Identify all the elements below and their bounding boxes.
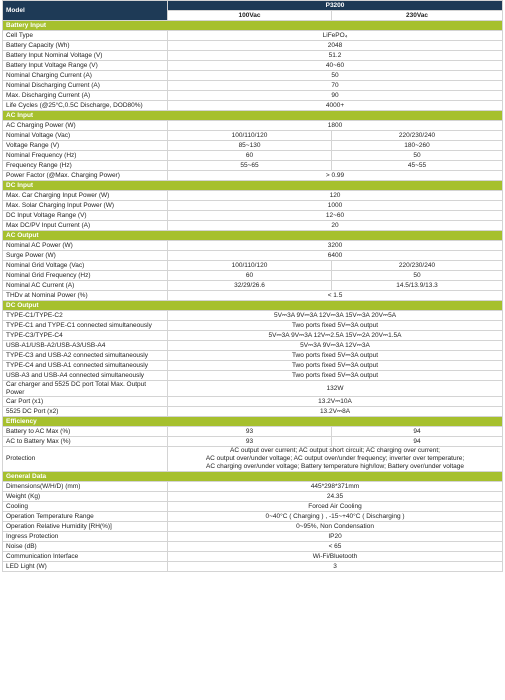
model-header-cell: Model xyxy=(3,1,168,21)
spec-label: Dimensions(W/H/D) (mm) xyxy=(3,482,168,492)
spec-label: Max. Solar Charging Input Power (W) xyxy=(3,201,168,211)
spec-row xyxy=(3,427,503,437)
spec-row xyxy=(3,321,503,331)
spec-value: Wi-Fi/Bluetooth xyxy=(168,552,503,562)
spec-row xyxy=(3,381,503,397)
spec-row xyxy=(3,31,503,41)
section-title: Efficiency xyxy=(3,417,503,427)
spec-row xyxy=(3,291,503,301)
section-header-row xyxy=(3,417,503,427)
spec-row xyxy=(3,341,503,351)
spec-label: Battery to AC Max (%) xyxy=(3,427,168,437)
spec-value-230vac: 14.5/13.9/13.3 xyxy=(332,281,503,291)
column-header-230vac: 230Vac xyxy=(332,11,503,21)
spec-row xyxy=(3,437,503,447)
spec-label: Communication Interface xyxy=(3,552,168,562)
spec-label: USB-A1/USB-A2/USB-A3/USB-A4 xyxy=(3,341,168,351)
spec-label: TYPE-C4 and USB-A1 connected simultaneously xyxy=(3,361,168,371)
spec-value: 0~40°C ( Charging ) , -15~+40°C ( Discharging ) xyxy=(168,512,503,522)
spec-row xyxy=(3,492,503,502)
spec-label: Life Cycles (@25°C,0.5C Discharge, DOD80%) xyxy=(3,101,168,111)
spec-label: TYPE-C1/TYPE-C2 xyxy=(3,311,168,321)
spec-value-230vac: 94 xyxy=(332,427,503,437)
spec-value: Two ports fixed 5V⎓3A output xyxy=(168,361,503,371)
spec-value: 40~60 xyxy=(168,61,503,71)
spec-value: 90 xyxy=(168,91,503,101)
spec-value: 4000+ xyxy=(168,101,503,111)
spec-row xyxy=(3,331,503,341)
section-title: General Data xyxy=(3,472,503,482)
spec-row xyxy=(3,101,503,111)
spec-row xyxy=(3,261,503,271)
spec-value: 5V⎓3A 9V⎓3A 12V⎓3A 15V⎓3A 20V⎓5A xyxy=(168,311,503,321)
spec-label: USB-A3 and USB-A4 connected simultaneously xyxy=(3,371,168,381)
spec-label: Weight (Kg) xyxy=(3,492,168,502)
spec-row xyxy=(3,221,503,231)
spec-label: Nominal AC Power (W) xyxy=(3,241,168,251)
spec-value: IP20 xyxy=(168,532,503,542)
spec-label: Nominal Grid Frequency (Hz) xyxy=(3,271,168,281)
section-header-row xyxy=(3,301,503,311)
spec-label: Power Factor (@Max. Charging Power) xyxy=(3,171,168,181)
spec-value-100vac: 93 xyxy=(168,437,332,447)
spec-label: Frequency Range (Hz) xyxy=(3,161,168,171)
spec-value-230vac: 50 xyxy=(332,271,503,281)
spec-row xyxy=(3,41,503,51)
spec-label: Nominal Voltage (Vac) xyxy=(3,131,168,141)
spec-row xyxy=(3,61,503,71)
spec-value: 51.2 xyxy=(168,51,503,61)
spec-label: Cooling xyxy=(3,502,168,512)
spec-row xyxy=(3,502,503,512)
spec-value-100vac: 100/110/120 xyxy=(168,261,332,271)
spec-label: Max DC/PV Input Current (A) xyxy=(3,221,168,231)
spec-label: LED Light (W) xyxy=(3,562,168,572)
spec-label: AC to Battery Max (%) xyxy=(3,437,168,447)
spec-row xyxy=(3,281,503,291)
spec-label: TYPE-C3 and USB-A2 connected simultaneously xyxy=(3,351,168,361)
spec-label: Surge Power (W) xyxy=(3,251,168,261)
spec-value: < 65 xyxy=(168,542,503,552)
section-header-row xyxy=(3,231,503,241)
spec-value: 24.35 xyxy=(168,492,503,502)
section-header-row xyxy=(3,21,503,31)
spec-row xyxy=(3,211,503,221)
section-title: DC Input xyxy=(3,181,503,191)
spec-value: 1000 xyxy=(168,201,503,211)
spec-value: 445*298*371mm xyxy=(168,482,503,492)
spec-value: 5V⎓3A 9V⎓3A 12V⎓3A xyxy=(168,341,503,351)
spec-row xyxy=(3,482,503,492)
spec-value-100vac: 60 xyxy=(168,151,332,161)
spec-value: 132W xyxy=(168,381,503,397)
spec-value: 13.2V⎓10A xyxy=(168,397,503,407)
column-header-100vac: 100Vac xyxy=(168,11,332,21)
spec-label: Car charger and 5525 DC port Total Max. Output Power xyxy=(3,381,168,397)
spec-label: AC Charging Power (W) xyxy=(3,121,168,131)
spec-value-230vac: 45~55 xyxy=(332,161,503,171)
spec-label: Car Port (x1) xyxy=(3,397,168,407)
spec-row xyxy=(3,447,503,472)
spec-label: Nominal Charging Current (A) xyxy=(3,71,168,81)
spec-value-100vac: 55~65 xyxy=(168,161,332,171)
spec-value: Two ports fixed 5V⎓3A output xyxy=(168,351,503,361)
spec-row xyxy=(3,201,503,211)
spec-label: 5525 DC Port (x2) xyxy=(3,407,168,417)
spec-row xyxy=(3,91,503,101)
spec-value: 120 xyxy=(168,191,503,201)
spec-value-100vac: 85~130 xyxy=(168,141,332,151)
spec-row xyxy=(3,81,503,91)
spec-value: 3200 xyxy=(168,241,503,251)
spec-row xyxy=(3,361,503,371)
spec-row xyxy=(3,562,503,572)
spec-label: Battery Input Voltage Range (V) xyxy=(3,61,168,71)
spec-row xyxy=(3,522,503,532)
spec-value-230vac: 94 xyxy=(332,437,503,447)
spec-value: LiFePO₄ xyxy=(168,31,503,41)
spec-value: 3 xyxy=(168,562,503,572)
product-name-header: P3200 xyxy=(168,1,503,11)
spec-value-230vac: 180~260 xyxy=(332,141,503,151)
spec-value-230vac: 220/230/240 xyxy=(332,131,503,141)
spec-row xyxy=(3,151,503,161)
spec-value: 5V⎓3A 9V⎓3A 12V⎓2.5A 15V⎓2A 20V⎓1.5A xyxy=(168,331,503,341)
section-title: Battery Input xyxy=(3,21,503,31)
spec-row xyxy=(3,397,503,407)
spec-value: 13.2V⎓8A xyxy=(168,407,503,417)
spec-value: > 0.99 xyxy=(168,171,503,181)
section-title: AC Input xyxy=(3,111,503,121)
spec-label: Voltage Range (V) xyxy=(3,141,168,151)
spec-row xyxy=(3,552,503,562)
spec-row xyxy=(3,251,503,261)
spec-row xyxy=(3,71,503,81)
spec-label: Nominal Discharging Current (A) xyxy=(3,81,168,91)
spec-row xyxy=(3,51,503,61)
spec-value-100vac: 100/110/120 xyxy=(168,131,332,141)
spec-value: 2048 xyxy=(168,41,503,51)
spec-value: < 1.5 xyxy=(168,291,503,301)
spec-value: 70 xyxy=(168,81,503,91)
spec-value: AC output over current; AC output short circuit; AC charging over current; AC output over/under voltage; AC output over/under frequency; inverter over temperature; AC charging over/under voltage; Battery temperature high/low; Battery over/under voltage xyxy=(168,447,503,472)
spec-row xyxy=(3,141,503,151)
spec-row xyxy=(3,351,503,361)
spec-row xyxy=(3,271,503,281)
spec-row xyxy=(3,542,503,552)
section-header-row xyxy=(3,181,503,191)
spec-row xyxy=(3,121,503,131)
spec-value: 0~95%, Non Condensation xyxy=(168,522,503,532)
spec-label: Nominal AC Current (A) xyxy=(3,281,168,291)
spec-label: Max. Discharging Current (A) xyxy=(3,91,168,101)
spec-label: Operation Temperature Range xyxy=(3,512,168,522)
section-header-row xyxy=(3,111,503,121)
spec-label: THDv at Nominal Power (%) xyxy=(3,291,168,301)
spec-value-230vac: 220/230/240 xyxy=(332,261,503,271)
spec-value: 1800 xyxy=(168,121,503,131)
spec-row xyxy=(3,512,503,522)
spec-row xyxy=(3,371,503,381)
spec-row xyxy=(3,407,503,417)
spec-label: Nominal Frequency (Hz) xyxy=(3,151,168,161)
spec-label: Nominal Grid Voltage (Vac) xyxy=(3,261,168,271)
spec-value: Two ports fixed 5V⎓3A output xyxy=(168,371,503,381)
section-title: DC Output xyxy=(3,301,503,311)
spec-label: Max. Car Charging Input Power (W) xyxy=(3,191,168,201)
spec-label: Battery Input Nominal Voltage (V) xyxy=(3,51,168,61)
spec-value: Forced Air Cooling xyxy=(168,502,503,512)
spec-row xyxy=(3,191,503,201)
spec-value: 12~60 xyxy=(168,211,503,221)
spec-label: Protection xyxy=(3,447,168,472)
spec-value-100vac: 60 xyxy=(168,271,332,281)
spec-label: DC Input Voltage Range (V) xyxy=(3,211,168,221)
spec-label: Ingress Protection xyxy=(3,532,168,542)
spec-value: 50 xyxy=(168,71,503,81)
spec-value: 20 xyxy=(168,221,503,231)
spec-row xyxy=(3,171,503,181)
spec-value: 6400 xyxy=(168,251,503,261)
spec-table xyxy=(2,0,503,572)
section-header-row xyxy=(3,472,503,482)
spec-row xyxy=(3,131,503,141)
spec-value: Two ports fixed 5V⎓3A output xyxy=(168,321,503,331)
spec-row xyxy=(3,532,503,542)
spec-label: TYPE-C3/TYPE-C4 xyxy=(3,331,168,341)
spec-label: Battery Capacity (Wh) xyxy=(3,41,168,51)
spec-row xyxy=(3,161,503,171)
spec-label: Noise (dB) xyxy=(3,542,168,552)
spec-label: TYPE-C1 and TYPE-C1 connected simultaneously xyxy=(3,321,168,331)
spec-label: Cell Type xyxy=(3,31,168,41)
spec-row xyxy=(3,241,503,251)
spec-value-100vac: 32/29/26.6 xyxy=(168,281,332,291)
spec-label: Operation Relative Humidity [RH(%)] xyxy=(3,522,168,532)
spec-value-230vac: 50 xyxy=(332,151,503,161)
spec-value-100vac: 93 xyxy=(168,427,332,437)
spec-row xyxy=(3,311,503,321)
section-title: AC Output xyxy=(3,231,503,241)
